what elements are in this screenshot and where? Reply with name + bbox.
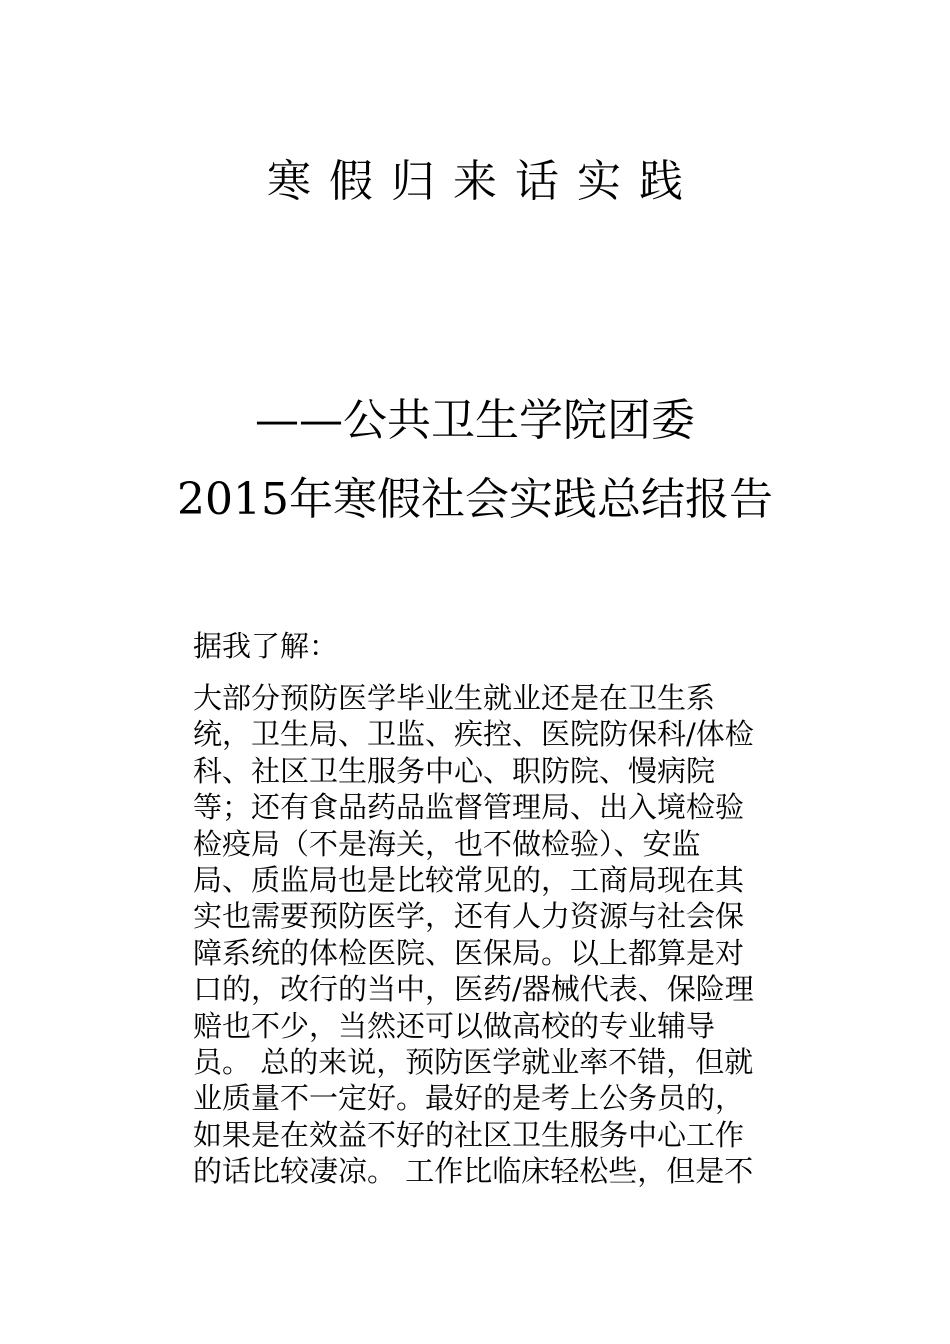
subtitle-report-name: 2015年寒假社会实践总结报告 xyxy=(177,474,773,525)
subtitle-organization: ——公共卫生学院团委 xyxy=(255,395,695,446)
paragraph-line: 实也需要预防医学，还有人力资源与社会保 xyxy=(193,899,745,934)
paragraph-line: 如果是在效益不好的社区卫生服务中心工作 xyxy=(193,1117,745,1152)
paragraph-line: 赔也不少，当然还可以做高校的专业辅导 xyxy=(193,1008,716,1043)
paragraph-line: 局、质监局也是比较常见的，工商局现在其 xyxy=(193,862,745,897)
page-title: 寒假归来话实践 xyxy=(267,156,701,207)
paragraph-line: 等；还有食品药品监督管理局、出入境检验 xyxy=(193,790,745,825)
paragraph-line: 员。 总的来说，预防医学就业率不错，但就 xyxy=(193,1044,754,1079)
paragraph-line: 口的，改行的当中，医药/器械代表、保险理 xyxy=(193,972,754,1007)
body-paragraph xyxy=(193,680,823,1189)
paragraph-line: 检疫局（不是海关，也不做检验）、安监 xyxy=(193,826,701,861)
paragraph-line: 大部分预防医学毕业生就业还是在卫生系 xyxy=(193,681,716,715)
paragraph-line: 障系统的体检医院、医保局。以上都算是对 xyxy=(193,935,745,970)
intro-text: 据我了解： xyxy=(193,629,339,663)
paragraph-line: 科、社区卫生服务中心、职防院、慢病院 xyxy=(193,753,716,788)
paragraph-line: 统，卫生局、卫监、疾控、医院防保科/体检 xyxy=(193,717,754,752)
paragraph-line: 的话比较凄凉。 工作比临床轻松些，但是不 xyxy=(193,1154,754,1189)
paragraph-line: 业质量不一定好。最好的是考上公务员的， xyxy=(193,1081,745,1116)
